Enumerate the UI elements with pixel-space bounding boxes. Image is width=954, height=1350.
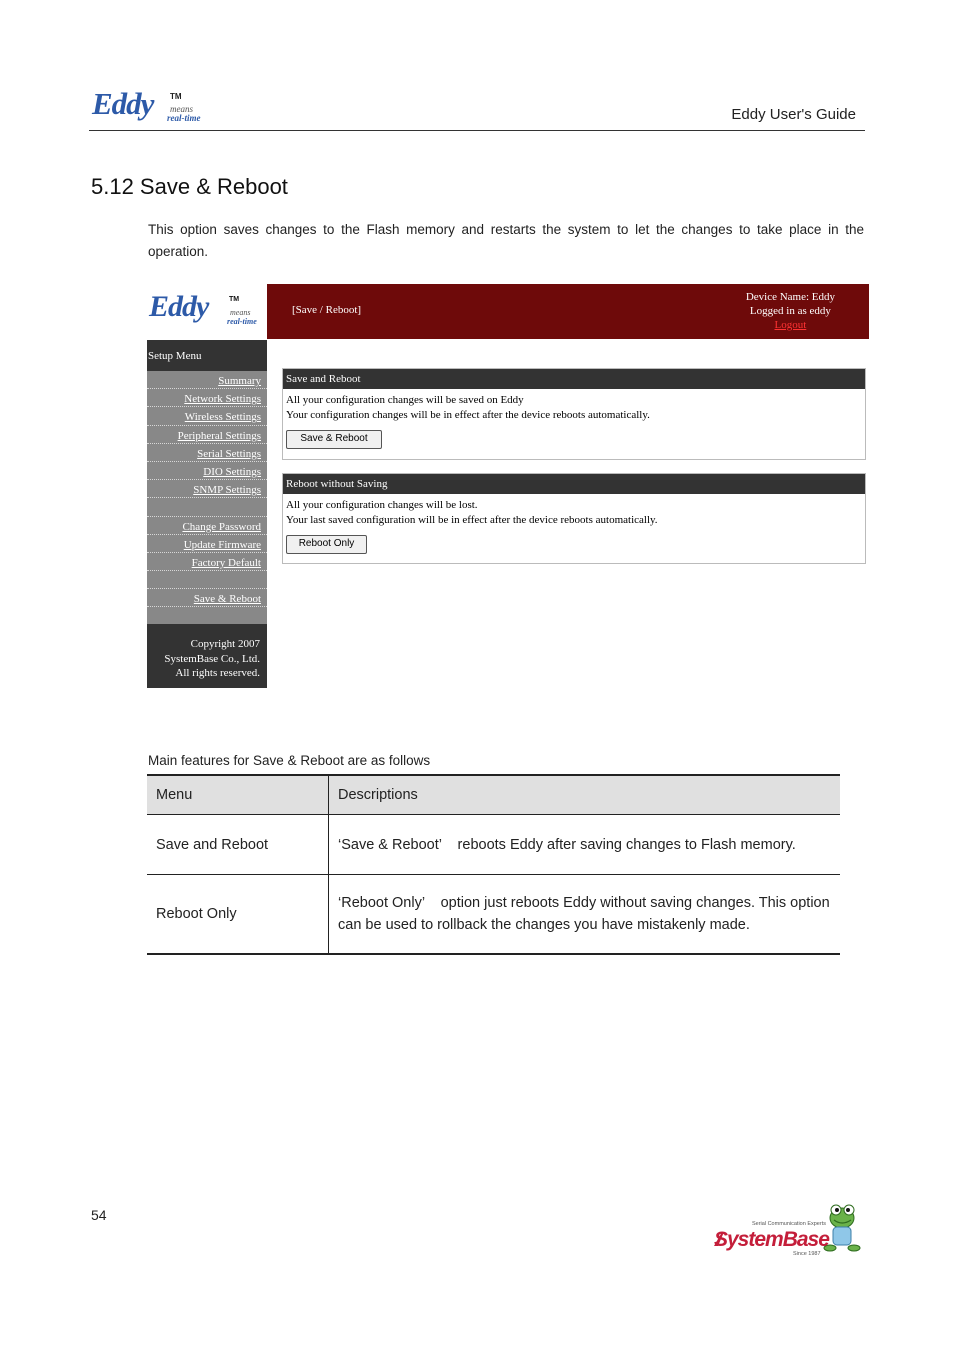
eddy-logo-realtime: real-time [167, 113, 201, 123]
ui-sidebar [147, 340, 267, 688]
table-row [147, 815, 840, 875]
table-cell-menu: Reboot Only [147, 875, 329, 954]
ui-menu [147, 371, 267, 626]
section-title: 5.12 Save & Reboot [91, 174, 288, 199]
ui-logo-area [147, 284, 267, 339]
ui-device-name: Device Name: Eddy [745, 291, 835, 303]
table-row [147, 875, 840, 954]
table-cell-description: ‘Reboot Only’ option just reboots Eddy without saving changes. This option can be used to rollback the changes you have mistakenly made. [329, 875, 841, 954]
table-header-row [147, 775, 840, 815]
table-cell-description: ‘Save & Reboot’ reboots Eddy after saving changes to Flash memory. [329, 815, 841, 875]
ui-menu-serial-settings[interactable]: Serial Settings [147, 444, 267, 462]
ui-menu-wireless-settings[interactable]: Wireless Settings [147, 407, 267, 425]
ui-menu-spacer [147, 571, 267, 589]
guide-title: Eddy User's Guide [731, 106, 856, 123]
ui-panel-title: Reboot without Saving [283, 474, 865, 494]
ui-menu-update-firmware[interactable]: Update Firmware [147, 535, 267, 553]
ui-eddy-logo: Eddy [149, 290, 209, 323]
eddy-logo: Eddy [92, 86, 154, 121]
ui-menu-spacer [147, 498, 267, 516]
page-number: 54 [91, 1207, 107, 1223]
ui-menu-save-reboot[interactable]: Save & Reboot [147, 589, 267, 607]
ui-panel-save-and-reboot [282, 368, 866, 460]
ui-logout-link[interactable]: Logout [774, 319, 807, 331]
ui-copyright: Copyright 2007 SystemBase Co., Ltd. All rights reserved. [147, 624, 267, 688]
systembase-brand: SystemBase [714, 1228, 829, 1251]
ui-menu-peripheral-settings[interactable]: Peripheral Settings [147, 426, 267, 444]
ui-panel-text: All your configuration changes will be lost. [286, 499, 478, 511]
save-reboot-button[interactable]: Save & Reboot [286, 430, 382, 449]
ui-eddy-logo-realtime: real-time [227, 317, 257, 326]
eddy-logo-tm: TM [170, 92, 182, 101]
eddy-logo-means: means [170, 104, 193, 114]
features-table [147, 774, 840, 955]
ui-panel-reboot-without-saving [282, 473, 866, 564]
ui-menu-factory-default[interactable]: Factory Default [147, 553, 267, 571]
header-divider [89, 130, 865, 131]
table-header-menu: Menu [147, 775, 329, 815]
reboot-only-button[interactable]: Reboot Only [286, 535, 367, 554]
ui-eddy-logo-means: means [230, 308, 251, 317]
ui-breadcrumb: [Save / Reboot] [292, 304, 362, 316]
systembase-since: Since 1987 [793, 1251, 821, 1257]
intro-paragraph: This option saves changes to the Flash memory and restarts the system to let the changes to take place in the operation. [148, 222, 864, 259]
ui-menu-network-settings[interactable]: Network Settings [147, 389, 267, 407]
ui-setup-menu-heading: Setup Menu [147, 340, 267, 371]
systembase-slogan: Serial Communication Experts [752, 1221, 826, 1227]
table-caption: Main features for Save & Reboot are as follows [148, 753, 431, 768]
ui-menu-spacer [147, 607, 267, 625]
ui-eddy-logo-tm: TM [229, 296, 240, 303]
table-cell-menu: Save and Reboot [147, 815, 329, 875]
ui-panel-text: Your configuration changes will be in effect after the device reboots automatically. [286, 408, 650, 421]
ui-panel-text: Your last saved configuration will be in effect after the device reboots automatically. [286, 513, 658, 526]
ui-panel-text: All your configuration changes will be saved on Eddy [286, 394, 524, 406]
ui-panel-title: Save and Reboot [283, 369, 865, 389]
ui-header-banner [267, 284, 869, 339]
web-ui-screenshot [147, 284, 869, 688]
ui-menu-summary[interactable]: Summary [147, 371, 267, 389]
table-header-descriptions: Descriptions [329, 775, 841, 815]
ui-menu-change-password[interactable]: Change Password [147, 517, 267, 535]
ui-logged-in: Logged in as eddy [749, 305, 831, 317]
ui-menu-dio-settings[interactable]: DIO Settings [147, 462, 267, 480]
ui-device-info [746, 290, 835, 332]
ui-menu-snmp-settings[interactable]: SNMP Settings [147, 480, 267, 498]
